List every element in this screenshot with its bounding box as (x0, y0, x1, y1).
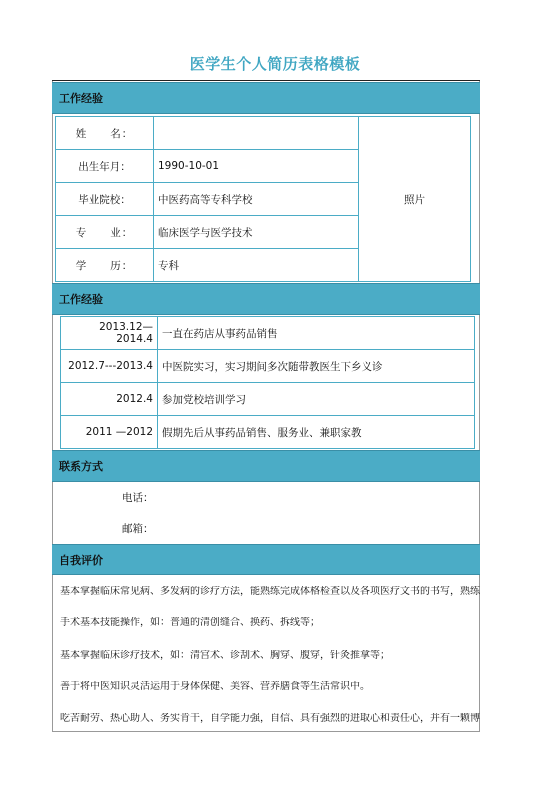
section-header-self (52, 544, 480, 575)
table-row (61, 416, 475, 449)
section-header-basic (52, 82, 480, 114)
section-title-self: 自我评价 (59, 553, 103, 567)
work-desc: 一直在药店从事药品销售 (158, 317, 475, 350)
major-value: 临床医学与医学技术 (154, 216, 359, 249)
work-desc: 假期先后从事药品销售、服务业、兼职家教 (158, 416, 475, 449)
work-date: 2012.4 (61, 383, 158, 416)
basic-info-table (55, 116, 471, 282)
section-title-contact: 联系方式 (59, 460, 103, 473)
degree-value: 专科 (154, 249, 359, 282)
work-date: 2011 —2012 (61, 416, 158, 449)
name-value (154, 117, 359, 150)
self-eval-line: 基本掌握临床常见病、多发病的诊疗方法，能熟练完成体格检查以及各项医疗文书的书写，熟练 (60, 586, 480, 597)
self-eval-line: 手术基本技能操作，如：普通的清创缝合、换药、拆线等； (60, 617, 320, 628)
photo-label: 照片 (404, 193, 425, 206)
name-label: 姓 名： (56, 117, 154, 150)
work-date: 2012.7---2013.4 (61, 350, 158, 383)
self-eval-line: 善于将中医知识灵活运用于身体保健、美容、营养膳食等生活常识中。 (60, 681, 370, 692)
email-label: 邮箱： (122, 523, 154, 535)
photo-placeholder (359, 117, 471, 282)
table-row (61, 317, 475, 350)
degree-label: 学 历： (56, 249, 154, 282)
self-eval-line: 吃苦耐劳、热心助人、务实肯干，自学能力强，自信、具有强烈的进取心和责任心，并有一颗博 (60, 713, 480, 724)
school-value: 中医药高等专科学校 (154, 183, 359, 216)
table-row (61, 383, 475, 416)
section-header-work (52, 283, 480, 315)
birth-value: 1990-10-01 (154, 150, 359, 183)
section-title-work: 工作经验 (59, 293, 103, 306)
work-desc: 参加党校培训学习 (158, 383, 475, 416)
self-eval-line: 基本掌握临床诊疗技术，如：清宫术、诊刮术、胸穿、腹穿，针灸推拿等； (60, 650, 390, 661)
work-table (60, 316, 475, 449)
page-title: 医学生个人简历表格模板 (189, 55, 361, 73)
work-desc: 中医院实习，实习期间多次随带教医生下乡义诊 (158, 350, 475, 383)
work-date: 2013.12—2014.4 (61, 317, 158, 350)
major-label: 专 业： (56, 216, 154, 249)
school-label: 毕业院校： (56, 183, 154, 216)
section-title-basic: 工作经验 (59, 92, 103, 105)
phone-label: 电话： (122, 492, 154, 504)
birth-label: 出生年月： (56, 150, 154, 183)
section-header-contact (52, 450, 480, 482)
table-row (61, 350, 475, 383)
